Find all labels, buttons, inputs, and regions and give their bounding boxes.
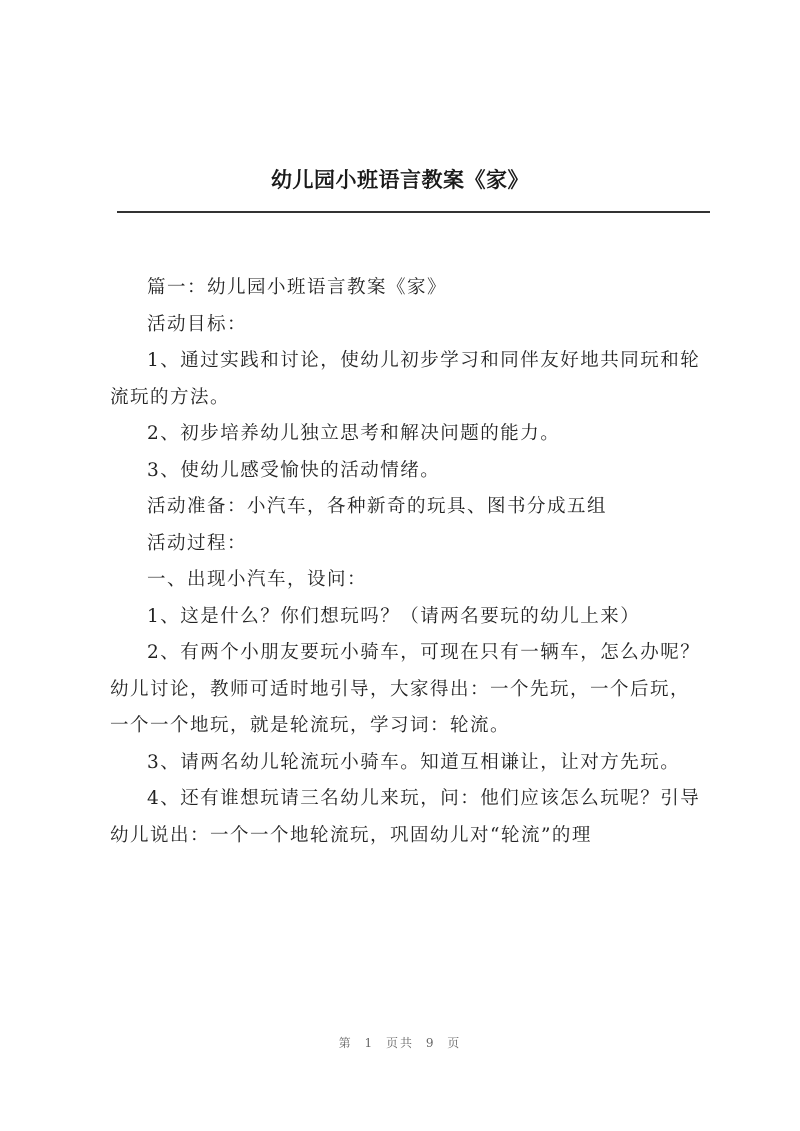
- paragraph-goal-1: 1、通过实践和讨论，使幼儿初步学习和同伴友好地共同玩和轮流玩的方法。: [110, 350, 701, 408]
- paragraph-step-1-4: 4、还有谁想玩请三名幼儿来玩，问：他们应该怎么玩呢？引导幼儿说出：一个一个地轮流玩，巩固幼儿对“轮流”的理: [110, 788, 701, 846]
- paragraph-process-heading: 活动过程：: [147, 532, 248, 554]
- paragraph-step-1-2: 2、有两个小朋友要玩小骑车，可现在只有一辆车，怎么办呢？幼儿讨论，教师可适时地引导，大家得出：一个先玩，一个后玩，一个一个地玩，就是轮流玩，学习词：轮流。: [110, 642, 701, 736]
- document-body: [110, 270, 706, 854]
- paragraph-step-1-heading: 一、出现小汽车，设问：: [147, 569, 368, 590]
- footer-total-pages: 9: [425, 1036, 436, 1050]
- paragraph-step-1-1: 1、这是什么？你们想玩吗？（请两名要玩的幼儿上来）: [147, 605, 641, 627]
- paragraph-goal-2: 2、初步培养幼儿独立思考和解决问题的能力。: [147, 423, 561, 444]
- paragraph-goal-3: 3、使幼儿感受愉快的活动情绪。: [147, 459, 441, 481]
- document-title: 幼儿园小班语言教案《家》: [271, 167, 529, 192]
- footer-page-number: 1: [364, 1036, 375, 1050]
- footer-middle: 页共: [385, 1036, 414, 1050]
- paragraph-preparation: 活动准备：小汽车，各种新奇的玩具、图书分成五组: [147, 496, 608, 517]
- footer-suffix: 页: [447, 1036, 462, 1050]
- paragraph-step-1-3: 3、请两名幼儿轮流玩小骑车。知道互相谦让，让对方先玩。: [147, 751, 681, 773]
- paragraph-goals-heading: 活动目标：: [147, 313, 248, 335]
- page-footer: [0, 1034, 800, 1051]
- paragraph-section-heading: 篇一：幼儿园小班语言教案《家》: [147, 277, 448, 298]
- footer-prefix: 第: [338, 1036, 353, 1050]
- title-underline: [117, 211, 710, 213]
